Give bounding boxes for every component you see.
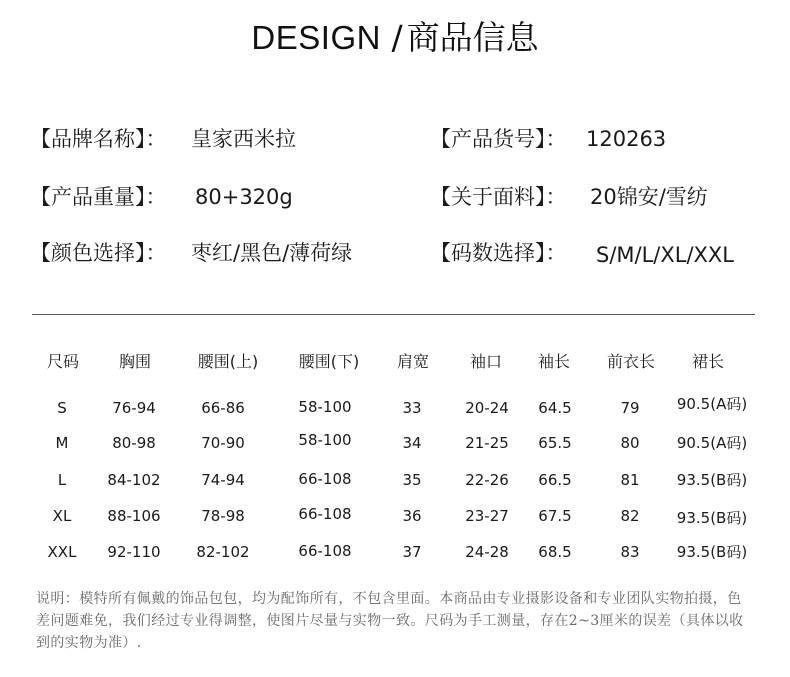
- info-weight: [30, 182, 293, 212]
- table-header-cell: 胸围: [118, 352, 151, 371]
- info-color-value: 枣红/黑色/薄荷绿: [191, 241, 353, 265]
- info-size: [430, 238, 735, 268]
- table-cell: 66-108: [298, 542, 352, 560]
- info-color-label: 【颜色选择】：: [30, 241, 167, 265]
- table-cell: 66-86: [201, 399, 245, 417]
- info-size-value: S/M/L/XL/XXL: [596, 243, 735, 267]
- table-cell: 82: [620, 507, 640, 525]
- table-cell: 88-106: [107, 507, 161, 525]
- table-header-cell: 肩宽: [396, 352, 429, 371]
- table-cell: 93.5(B码): [676, 471, 748, 489]
- table-header-cell: 袖口: [469, 352, 502, 371]
- table-cell: 21-25: [465, 434, 509, 452]
- table-header-cell: 腰围(下): [298, 352, 360, 371]
- table-header-cell: 尺码: [46, 352, 79, 371]
- table-cell: L: [57, 471, 67, 489]
- table-header-cell: 袖长: [537, 352, 570, 371]
- info-item-no: [430, 124, 667, 154]
- table-cell: 80-98: [112, 434, 156, 452]
- table-cell: 58-100: [298, 431, 352, 449]
- table-cell: 24-28: [465, 543, 509, 561]
- table-cell: 79: [620, 399, 640, 417]
- page-title: [0, 14, 790, 62]
- info-fabric: [430, 182, 708, 212]
- table-cell: XXL: [47, 543, 77, 561]
- table-cell: 65.5: [538, 434, 572, 452]
- info-weight-value: 80+320g: [195, 185, 293, 209]
- table-cell: 82-102: [196, 543, 250, 561]
- table-header-cell: 前衣长: [606, 352, 655, 371]
- table-cell: 92-110: [107, 543, 161, 561]
- disclaimer-note: 说明：模特所有佩戴的饰品包包，均为配饰所有，不包含里面。本商品由专业摄影设备和专业团队实物拍摄，色差问题难免，我们经过专业得调整，使图片尽量与实物一致。尺码为手工测量，存在2~3厘米的误差（具体以收到的实物为准）.: [36, 591, 744, 651]
- table-cell: XL: [52, 507, 72, 525]
- table-cell: 78-98: [201, 507, 245, 525]
- table-cell: 70-90: [201, 434, 245, 452]
- table-cell: 68.5: [538, 543, 572, 561]
- info-item-no-value: 120263: [586, 127, 667, 151]
- table-cell: 34: [402, 434, 422, 452]
- info-weight-label: 【产品重量】：: [30, 185, 167, 209]
- table-cell: 20-24: [465, 399, 509, 417]
- table-cell: 35: [402, 471, 422, 489]
- table-cell: 58-100: [298, 398, 352, 416]
- table-cell: 90.5(A码): [676, 395, 748, 413]
- table-cell: 76-94: [112, 399, 156, 417]
- table-cell: M: [55, 434, 69, 452]
- table-cell: 84-102: [107, 471, 161, 489]
- info-size-label: 【码数选择】：: [430, 241, 567, 265]
- table-cell: 74-94: [201, 471, 245, 489]
- table-cell: 67.5: [538, 507, 572, 525]
- info-fabric-value: 20锦安/雪纺: [590, 185, 708, 209]
- table-cell: 81: [620, 471, 640, 489]
- table-cell: 83: [620, 543, 640, 561]
- info-brand-value: 皇家西米拉: [191, 127, 296, 151]
- table-cell: 66.5: [538, 471, 572, 489]
- info-brand-label: 【品牌名称】：: [30, 127, 167, 151]
- table-cell: 22-26: [465, 471, 509, 489]
- info-fabric-label: 【关于面料】：: [430, 185, 567, 209]
- table-cell: 37: [402, 543, 422, 561]
- table-cell: 36: [402, 507, 422, 525]
- table-header-cell: 裙长: [691, 352, 724, 371]
- title-chinese: 商品信息: [406, 18, 539, 57]
- table-cell: 64.5: [538, 399, 572, 417]
- title-english: DESIGN: [251, 19, 381, 56]
- table-cell: 66-108: [298, 505, 352, 523]
- table-cell: 93.5(B码): [676, 509, 748, 527]
- table-cell: 33: [402, 399, 422, 417]
- info-color: [30, 238, 353, 268]
- section-divider: [32, 314, 755, 315]
- table-cell: 93.5(B码): [676, 543, 748, 561]
- info-brand: [30, 124, 296, 154]
- table-cell: 66-108: [298, 470, 352, 488]
- title-separator: /: [380, 18, 403, 57]
- info-item-no-label: 【产品货号】：: [430, 127, 567, 151]
- table-header-cell: 腰围(上): [197, 352, 259, 371]
- table-cell: 23-27: [465, 507, 509, 525]
- table-cell: 80: [620, 434, 640, 452]
- table-cell: 90.5(A码): [676, 434, 748, 452]
- table-cell: S: [57, 399, 67, 417]
